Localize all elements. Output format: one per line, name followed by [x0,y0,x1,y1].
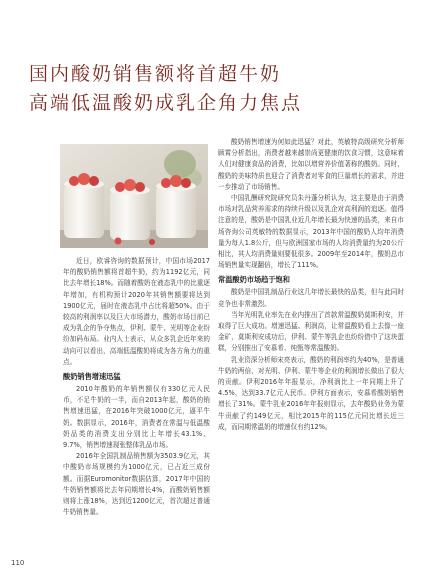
left-paragraph-1: 近日，欧睿咨询的数据预计，中国市场2017年的酸奶销售额将首超牛奶，约为1192亿元，同比去年增长18%。而随着酸奶在液态乳中的比重逐年增加，有机构预计2020年其销售额要将达到1900亿元，届时在液态乳中占比将超50%。由于较高的利润率以及巨大市场潜力，酸奶市场目前已成为乳企的争夺焦点，伊利、蒙牛、光明等企业纷纷加码布局。业内人士表示，从众多乳企近年来的动向可以看出，高端低温酸奶将成为各方角力的重点。 [63,257,210,366]
right-paragraph-4: 当年光明乳业率先在业内推出了首款常温酸奶莫斯利安，并取得了巨大成功。增速迅猛、利润高，让常温酸奶看上去像一座金矿，莫斯利安成功后，伊利、蒙牛等乳企也纷纷借中了这块蛋糕，分别推出了安慕希、纯甄等常温酸奶。 [218,310,404,353]
article-title [29,60,409,118]
left-paragraph-3: 2016年全国乳制品销售额为3503.9亿元，其中酸奶市场规模约为1000亿元，已占近三成份额。而据Euromonitor数据估算，2017年中国的牛奶销售额将比去年同期增长4%，而酸奶销售额则将上涨18%，达到近1200亿元，首次超过普通牛奶销售量。 [63,452,210,517]
yogurt-photo [60,144,208,248]
right-paragraph-3: 酸奶是中国乳制品行业这几年增长最快的品类，但与此同时竞争也非常激烈。 [218,288,404,308]
title-line-2: 高端低温酸奶成乳企角力焦点 [29,92,303,114]
page-number: 110 [11,559,25,567]
right-paragraph-2: 中国乳酬研究院研究员朱丹蓬分析认为，这主要是由于消费市场对乳品营养需求的持续升级以及乳企对高利润的追逐。值得注意的是，酸奶是中国乳业近几年增长最为快速的品类，来自市场咨询公司英敏特的数据显示，2013年中国的酸奶人均年消费量为每人1.8公斤，但与欧洲国家市场的人均消费量约为20公斤相比，其人均消费量则要低很多。2009年至2014年，酸奶总市场销售量实现翻倍，增长了111%。 [218,194,404,270]
right-paragraph-1: 酸奶销售增速为何如此迅猛？对此，英敏特高级研究分析师顾霄分析指出，消费者越来越崇尚更健康的饮食习惯，这意味着人们对健康食品的消费，比如以增营养价值著称的酸奶。同时，酸奶的美味特质也迎合了消费者对零食的巨量增长的需求，并进一步推动了市场销售。 [218,138,404,191]
title-line-1: 国内酸奶销售额将首超牛奶 [29,63,282,85]
right-paragraph-5: 乳业资深分析师宋亮表示，酸奶的利润率约为40%，是普通牛奶的两倍，对光明、伊利、蒙牛等企业的利润增长做出了很大的贡献。伊利2016年年报显示，净利润比上一年同期上升了4.5%，达到33.7亿元人民币。伊利方面表示，安慕希酸奶销售增长了31%。蒙牛乳业2016年年报则显示，去年酸奶业务为蒙牛贡献了约149亿元，相比2015年的115亿元同比增长近三成，而同期常温奶的增速仅有约12%。 [218,355,404,431]
section-heading-ambient-yogurt: 常温酸奶市场趋于饱和 [218,275,290,285]
left-column [63,256,210,518]
left-paragraph-2: 2010年酸奶的年销售额仅有330亿元人民币，不足牛奶的一半，而自2013年起，酸奶的销售增速迅猛，在2016年突破1000亿元，逼平牛奶。数据显示，2016年，消费者在常温与低温酸奶品类的消费支出分别比上年增长43.1%、9.7%，销售增速现张整体乳品市场。 [63,385,210,450]
right-column [218,137,404,433]
section-heading-sales-growth: 酸奶销售增速迅猛 [63,372,121,382]
